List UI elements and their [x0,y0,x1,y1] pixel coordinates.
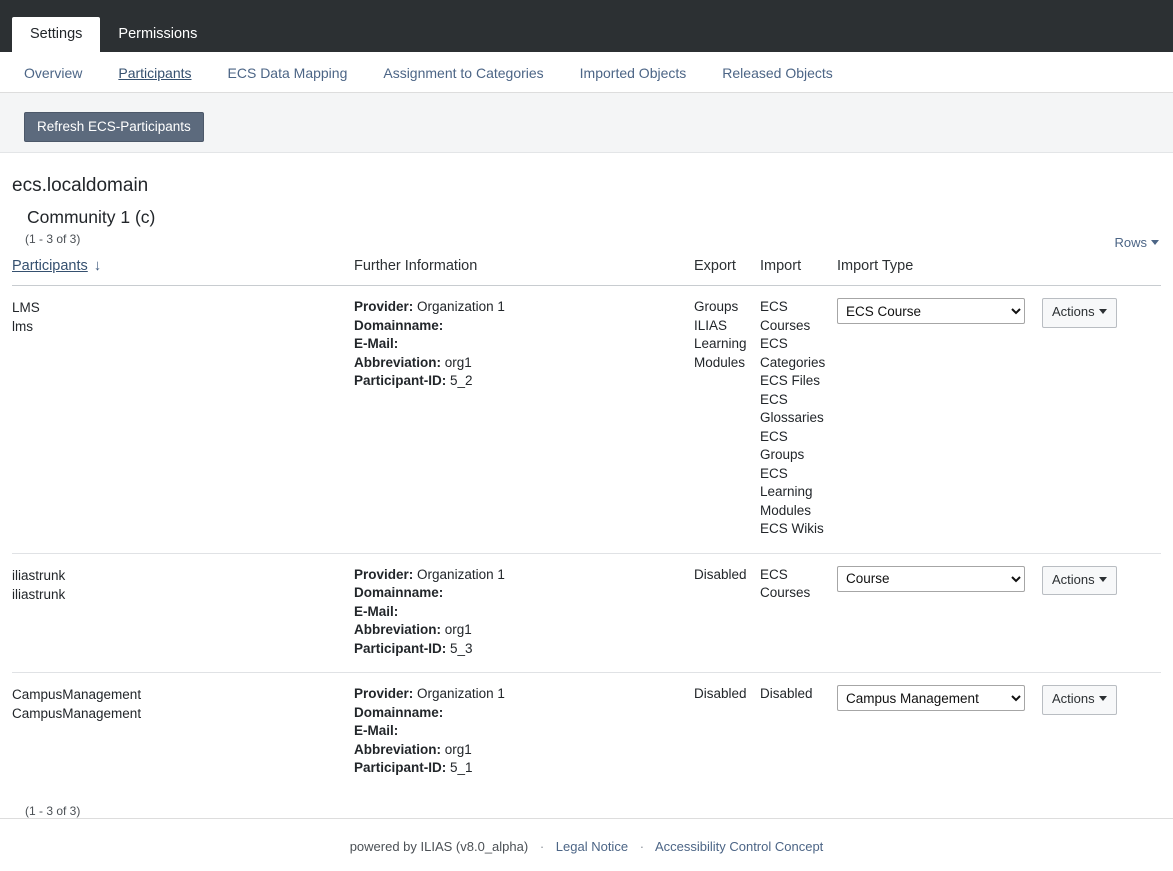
subtab-participants[interactable] [118,65,191,81]
footer-separator: · [639,839,645,854]
participant-name-primary: CampusManagement [12,687,142,702]
info-provider [354,566,688,585]
info-domainname-label: Domainname: [354,704,444,720]
info-participant-id [354,640,688,659]
actions-dropdown-button[interactable] [1042,566,1117,596]
record-count-top: (1 - 3 of 3) [25,232,81,246]
info-provider-value: Organization 1 [417,299,505,314]
page-title: ecs.localdomain [12,175,149,196]
info-provider [354,298,688,317]
info-email [354,335,688,354]
cell-import: ECS Courses ECS Categories ECS Files ECS Glossaries ECS Groups ECS Learning Modules ECS Wikis [760,286,837,554]
subtab-participants-label: Participants [118,65,192,81]
info-abbreviation [354,621,688,640]
actions-dropdown-label: Actions [1052,571,1095,587]
main-tab-list [12,17,215,52]
column-header-further-information-label: Further Information [354,258,478,274]
info-participant-id-value: 5_1 [450,760,473,775]
cell-import-type [837,286,1042,554]
tab-settings[interactable] [12,17,100,52]
column-header-export-label: Export [694,258,736,274]
actions-dropdown-label: Actions [1052,691,1095,706]
info-abbreviation [354,741,688,760]
subtab-assignment-to-categories[interactable] [383,65,543,81]
info-abbreviation-value: org1 [444,622,472,637]
footer-separator: · [539,839,545,854]
chevron-down-icon [1151,240,1159,245]
info-domainname [354,317,688,336]
info-email-label: E-Mail: [354,603,399,619]
sort-descending-icon: ↓ [93,257,102,274]
info-abbreviation-label: Abbreviation: [354,354,442,370]
info-provider-label: Provider: [354,686,414,701]
subtab-released-objects[interactable] [722,65,833,81]
cell-actions [1042,553,1161,673]
sub-tab-bar [0,52,1173,93]
cell-participant-name [12,553,354,673]
tab-settings-label: Settings [30,26,83,42]
cell-export: Disabled [694,686,747,701]
actions-dropdown-button[interactable] [1042,298,1117,328]
info-participant-id [354,372,688,391]
participant-name-primary: LMS [12,300,40,315]
subtab-overview-label: Overview [24,65,83,81]
refresh-ecs-participants-button[interactable]: Refresh ECS-Participants [24,112,204,142]
rows-per-page-label: Rows [1114,235,1147,250]
participant-name-primary: iliastrunk [12,567,66,583]
legal-notice-link[interactable]: Legal Notice [555,839,629,854]
sub-tab-list [24,65,869,81]
accessibility-control-concept-link[interactable]: Accessibility Control Concept [654,839,824,854]
chevron-down-icon [1099,577,1107,582]
participants-panel [12,207,1161,818]
info-email-label: E-Mail: [354,336,399,351]
info-email [354,603,688,622]
info-provider-value: Organization 1 [417,686,505,701]
subtab-overview[interactable] [24,65,82,81]
cell-actions [1042,673,1161,792]
column-header-import-type [837,258,1042,286]
info-email-label: E-Mail: [354,723,399,738]
chevron-down-icon [1099,696,1107,701]
main-tab-bar [0,0,1173,52]
record-count-bottom: (1 - 3 of 3) [25,803,81,818]
table-row [12,553,1161,673]
cell-export: Groups ILIAS Learning Modules [694,286,760,554]
subtab-ecs-data-mapping-label: ECS Data Mapping [227,65,348,81]
column-header-import-label: Import [760,258,802,274]
column-header-participants-label: Participants [12,258,88,274]
info-email [354,722,688,741]
participant-name-secondary: lms [12,319,33,334]
actions-dropdown-label: Actions [1052,304,1095,319]
panel-title: Community 1 (c) [27,207,156,227]
info-domainname [354,704,688,723]
info-abbreviation-value: org1 [444,741,472,757]
column-header-participants[interactable] [12,258,354,286]
import-type-select[interactable] [837,566,1025,592]
cell-further-information [354,553,694,673]
main-content [0,153,1173,871]
tab-permissions[interactable] [100,17,215,52]
info-abbreviation [354,354,688,373]
column-header-export [694,258,760,286]
cell-import-type [837,673,1042,792]
subtab-imported-objects[interactable] [580,65,687,81]
footer-inner [0,819,1173,854]
column-header-import-type-label: Import Type [837,258,914,274]
info-participant-id-label: Participant-ID: [354,373,447,388]
info-participant-id [354,759,688,778]
table-row [12,286,1161,554]
participant-name-secondary: CampusManagement [12,706,142,721]
cell-import: ECS Courses [760,553,837,673]
subtab-released-objects-label: Released Objects [722,65,833,81]
cell-further-information [354,286,694,554]
powered-by-text: powered by ILIAS (v8.0_alpha) [349,839,529,854]
table-head [12,258,1161,286]
table-body [12,286,1161,792]
page-footer [0,818,1173,871]
column-header-further-information [354,258,694,286]
info-domainname [354,584,688,603]
cell-participant-name [12,286,354,554]
info-domainname-label: Domainname: [354,585,444,600]
tab-permissions-label: Permissions [118,26,198,42]
import-type-select[interactable] [837,298,1025,324]
cell-export: Disabled [694,553,760,673]
info-abbreviation-label: Abbreviation: [354,741,442,757]
info-participant-id-value: 5_2 [450,373,473,388]
info-participant-id-label: Participant-ID: [354,760,447,775]
info-provider [354,685,688,704]
subtab-ecs-data-mapping[interactable] [228,65,348,81]
table-header-row [12,258,1161,286]
participant-name-secondary: iliastrunk [12,586,66,602]
chevron-down-icon [1099,309,1107,314]
panel-header [12,207,1161,248]
subtab-assignment-to-categories-label: Assignment to Categories [383,65,544,81]
cell-actions [1042,286,1161,554]
info-abbreviation-label: Abbreviation: [354,622,442,637]
cell-import-type [837,553,1042,673]
info-domainname-label: Domainname: [354,317,444,333]
rows-per-page-dropdown[interactable] [1114,235,1159,250]
import-type-select[interactable] [837,685,1025,711]
cell-further-information [354,673,694,792]
participants-table [12,258,1161,792]
cell-import: Disabled [760,686,813,701]
table-row [12,673,1161,792]
info-provider-value: Organization 1 [417,566,505,582]
toolbar [0,93,1173,153]
cell-participant-name [12,673,354,792]
info-abbreviation-value: org1 [444,354,472,370]
actions-dropdown-button[interactable] [1042,685,1117,715]
info-participant-id-label: Participant-ID: [354,640,447,656]
column-header-actions [1042,258,1161,286]
info-provider-label: Provider: [354,299,414,314]
column-header-import [760,258,837,286]
info-provider-label: Provider: [354,566,414,582]
info-participant-id-value: 5_3 [450,640,473,656]
subtab-imported-objects-label: Imported Objects [579,65,687,81]
